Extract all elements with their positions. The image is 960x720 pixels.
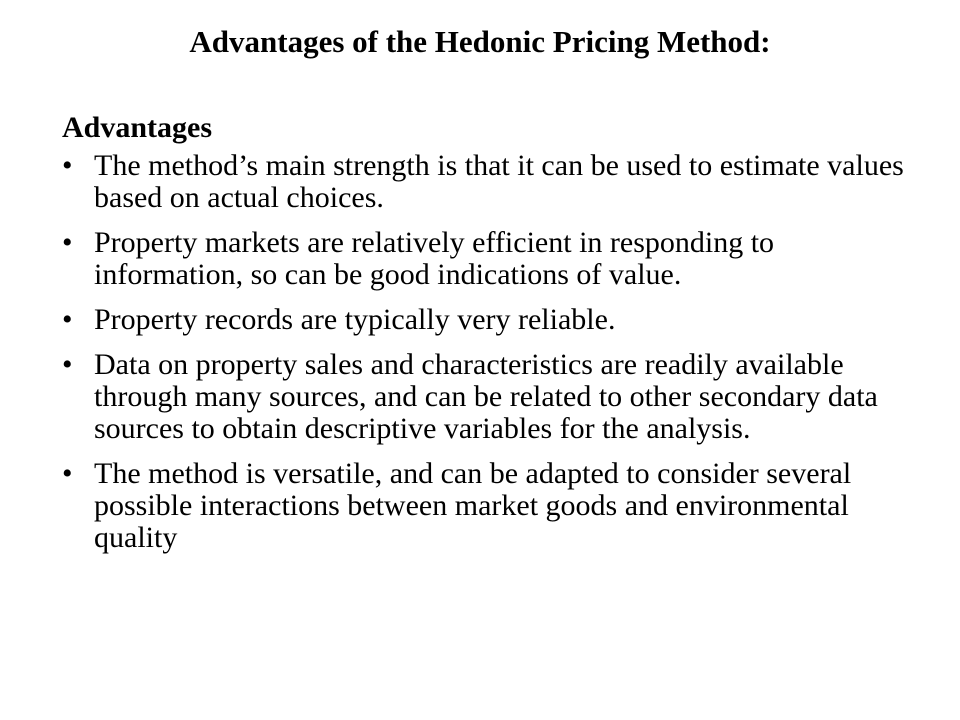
bullet-icon: • xyxy=(62,149,73,182)
bullet-item xyxy=(62,458,912,554)
bullet-item xyxy=(62,150,912,214)
bullet-item xyxy=(62,304,912,336)
bullet-text: Data on property sales and characteristics are readily available through many sources, and can be related to other secondary data sources to obtain descriptive variables for the analysis. xyxy=(94,348,878,445)
bullet-icon: • xyxy=(62,303,73,336)
bullet-text: Property markets are relatively efficient in responding to information, so can be good indications of value. xyxy=(94,226,775,291)
bullet-text: The method is versatile, and can be adapted to consider several possible interactions between market goods and environmental quality xyxy=(94,457,852,554)
bullet-item xyxy=(62,349,912,445)
bullet-text: Property records are typically very reliable. xyxy=(94,303,616,336)
bullet-icon: • xyxy=(62,348,73,381)
bullet-icon: • xyxy=(62,226,73,259)
slide-title: Advantages of the Hedonic Pricing Method: xyxy=(189,24,771,59)
bullet-icon: • xyxy=(62,457,73,490)
bullet-text: The method’s main strength is that it can be used to estimate values based on actual choices. xyxy=(94,149,904,214)
bullet-item xyxy=(62,227,912,291)
bullet-list xyxy=(62,150,912,567)
section-heading: Advantages xyxy=(62,111,213,144)
